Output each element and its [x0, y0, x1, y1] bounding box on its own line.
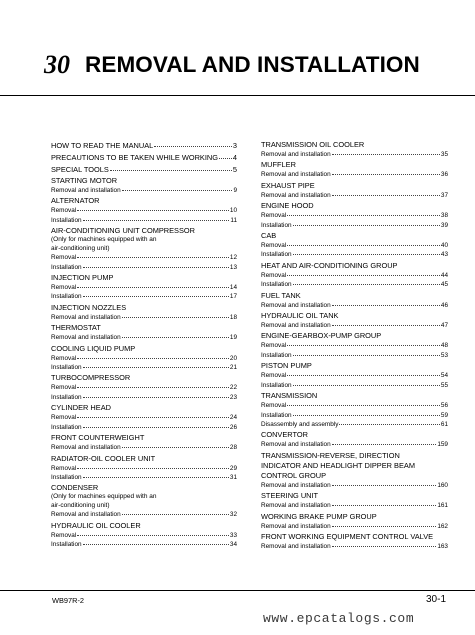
toc-line[interactable]: [261, 250, 448, 259]
toc-line-label: Removal: [51, 414, 77, 422]
toc-entry: [261, 512, 448, 531]
toc-page-number: 161: [437, 502, 448, 510]
toc-line[interactable]: [51, 313, 237, 322]
toc-line[interactable]: [261, 341, 448, 350]
toc-entry: [261, 451, 448, 490]
toc-entry: [51, 140, 237, 151]
toc-line-label: Removal and installation: [261, 191, 331, 199]
toc-line[interactable]: [261, 440, 448, 449]
chapter-header: [44, 50, 475, 82]
toc-line[interactable]: [51, 510, 237, 519]
toc-entry: [51, 323, 237, 342]
toc-line-label: Removal: [51, 254, 77, 262]
toc-entry: [51, 152, 237, 163]
toc-line[interactable]: [261, 271, 448, 280]
toc-line[interactable]: [261, 542, 448, 551]
toc-line-label: Removal: [261, 372, 287, 380]
toc-line[interactable]: [261, 221, 448, 230]
toc-page-number: 29: [229, 464, 237, 472]
chapter-number: 30: [44, 50, 70, 79]
toc-section-heading: EXHAUST PIPE: [261, 180, 315, 190]
toc-page-number: 31: [229, 473, 237, 481]
toc-line[interactable]: [51, 140, 237, 151]
toc-page-number: 3: [232, 141, 237, 150]
toc-section-heading: STEERING UNIT: [261, 491, 319, 501]
toc-line[interactable]: [51, 531, 237, 540]
toc-entry: [261, 331, 448, 360]
toc-line-label: Removal and installation: [51, 511, 121, 519]
toc-line-label: Removal: [51, 284, 77, 292]
toc-page-number: 9: [233, 187, 237, 194]
toc-section-heading: TRANSMISSION OIL COOLER: [261, 140, 365, 149]
toc-entry: [51, 521, 237, 550]
toc-page-number: 54: [440, 372, 448, 380]
dot-leader: [83, 295, 229, 297]
toc-line-label: Removal: [51, 354, 77, 362]
toc-page-number: 160: [437, 481, 448, 489]
toc-line[interactable]: [261, 170, 448, 179]
toc-section-note: air-conditioning unit): [51, 501, 110, 509]
dot-leader: [83, 396, 229, 398]
toc-line[interactable]: [51, 413, 237, 422]
dot-leader: [293, 354, 440, 356]
dot-leader: [332, 153, 440, 155]
toc-section-heading: FRONT COUNTERWEIGHT: [51, 433, 145, 443]
toc-line-label: Removal and installation: [261, 301, 331, 309]
toc-section-note: (Only for machines equipped with an: [51, 493, 157, 501]
chapter-title: REMOVAL AND INSTALLATION: [85, 52, 420, 77]
toc-page-number: 17: [229, 293, 237, 301]
toc-page-number: 21: [229, 364, 237, 372]
toc-section-heading: MUFFLER: [261, 160, 296, 170]
toc-page-number: 34: [229, 541, 237, 549]
toc-page-number: 18: [229, 313, 237, 321]
dot-leader: [287, 404, 440, 406]
dot-leader: [332, 173, 440, 175]
toc-section-heading: COOLING LIQUID PUMP: [51, 343, 136, 353]
toc-entry: [51, 273, 237, 302]
dot-leader: [83, 266, 229, 268]
dot-leader: [332, 324, 440, 326]
toc-page-number: 23: [229, 393, 237, 401]
toc-line-label: Installation: [51, 473, 82, 481]
dot-leader: [122, 316, 229, 318]
toc-page-number: 24: [229, 414, 237, 422]
toc-line[interactable]: [261, 401, 448, 410]
toc-page-number: 4: [232, 153, 237, 162]
toc-line-label: Installation: [51, 541, 82, 549]
toc-entry: [261, 361, 448, 390]
toc-entry: [51, 373, 237, 402]
toc-section-note: air-conditioning unit): [51, 244, 110, 252]
toc-section-heading: TURBOCOMPRESSOR: [51, 373, 131, 383]
toc-page-number: 14: [229, 284, 237, 292]
toc-line-label: Installation: [51, 216, 82, 224]
toc-line[interactable]: [51, 253, 237, 262]
toc-page-number: 19: [229, 334, 237, 342]
toc-line-label: Removal and installation: [261, 151, 331, 158]
toc-line-label: Removal: [51, 384, 77, 392]
toc-line[interactable]: [261, 191, 448, 200]
toc-entry: [261, 391, 448, 429]
dot-leader: [339, 423, 439, 425]
dot-leader: [287, 244, 440, 246]
toc-line[interactable]: [51, 333, 237, 342]
toc-line[interactable]: [261, 481, 448, 490]
toc-line-label: Installation: [261, 281, 292, 289]
toc-entry: [261, 430, 448, 449]
toc-line-label: Removal and installation: [51, 313, 121, 321]
toc-line-label: Removal: [261, 402, 287, 410]
toc-page-number: 56: [440, 402, 448, 410]
toc-line[interactable]: [261, 501, 448, 510]
toc-page-number: 45: [440, 281, 448, 289]
footer-rule: [0, 590, 475, 591]
toc-page-number: 37: [440, 191, 448, 199]
toc-page-number: 163: [437, 542, 448, 550]
header-rule: [0, 95, 475, 96]
dot-leader: [293, 253, 440, 255]
toc-entry: [51, 454, 237, 483]
toc-line-label: Removal and installation: [261, 522, 331, 530]
toc-line[interactable]: [261, 241, 448, 250]
toc-line[interactable]: [51, 152, 237, 163]
toc-page-number: 5: [232, 165, 237, 174]
dot-leader: [122, 446, 229, 448]
dot-leader: [83, 476, 229, 478]
toc-line-label: Removal: [261, 242, 287, 250]
dot-leader: [332, 504, 437, 506]
dot-leader: [122, 189, 233, 191]
toc-section-heading: ALTERNATOR: [51, 196, 100, 206]
toc-line[interactable]: [51, 383, 237, 392]
toc-page-number: 39: [440, 221, 448, 229]
toc-page-number: 11: [230, 216, 237, 224]
toc-page-number: 48: [440, 342, 448, 350]
toc-line-label: Removal and installation: [261, 441, 331, 449]
toc-entry: [51, 344, 237, 373]
toc-page-number: 26: [229, 423, 237, 431]
toc-section-heading: STARTING MOTOR: [51, 176, 118, 185]
dot-leader: [77, 209, 229, 211]
toc-line-label: Installation: [51, 364, 82, 372]
toc-entry: [261, 231, 448, 260]
toc-line-label: Removal and installation: [261, 322, 331, 330]
toc-line[interactable]: [261, 420, 448, 429]
dot-leader: [293, 283, 440, 285]
watermark: www.epcatalogs.com: [263, 611, 415, 626]
toc-line[interactable]: [261, 522, 448, 531]
toc-entry: [261, 532, 448, 551]
toc-entry: [261, 261, 448, 290]
toc-line[interactable]: [51, 206, 237, 215]
toc-line-label: Removal and installation: [261, 481, 331, 489]
toc-page-number: 22: [229, 384, 237, 392]
toc-line[interactable]: [51, 540, 237, 549]
dot-leader: [287, 214, 440, 216]
toc-section-heading: CONDENSER: [51, 483, 99, 493]
toc-line[interactable]: [51, 263, 237, 272]
model-code: WB97R-2: [52, 596, 85, 605]
dot-leader: [77, 416, 229, 418]
dot-leader: [332, 304, 440, 306]
toc-page-number: 47: [440, 322, 448, 330]
toc-line[interactable]: [261, 280, 448, 289]
toc-line-label: Disassembly and assembly: [261, 420, 339, 428]
toc-line-label: Installation: [51, 423, 82, 431]
dot-leader: [287, 374, 440, 376]
toc-line-label: Installation: [51, 293, 82, 301]
toc-entry: [261, 311, 448, 330]
toc-entry: [51, 303, 237, 322]
dot-leader: [332, 484, 437, 486]
toc-line-label: Installation: [261, 251, 292, 259]
toc-line[interactable]: [51, 292, 237, 301]
toc-line[interactable]: [261, 211, 448, 220]
toc-section-heading: HEAT AND AIR-CONDITIONING GROUP: [261, 260, 398, 270]
toc-page-number: 40: [440, 242, 448, 250]
toc-page-number: 10: [229, 207, 237, 215]
toc-line[interactable]: [261, 371, 448, 380]
dot-leader: [83, 366, 229, 368]
dot-leader: [77, 357, 229, 359]
toc-page-number: 59: [440, 411, 448, 419]
dot-leader: [77, 286, 229, 288]
toc-page-number: 36: [440, 171, 448, 179]
toc-entry: [261, 181, 448, 200]
toc-line-label: Removal: [51, 207, 77, 215]
toc-line-label: Installation: [261, 351, 292, 359]
toc-page-number: 20: [229, 354, 237, 362]
toc-page-number: 162: [437, 522, 448, 530]
toc-line-label: Removal and installation: [51, 187, 121, 194]
toc-entry: [261, 160, 448, 179]
toc-line[interactable]: [51, 186, 237, 195]
toc-entry: [261, 201, 448, 230]
toc-entry: [51, 483, 237, 519]
toc-page-number: 44: [440, 271, 448, 279]
toc-section-heading: TRANSMISSION: [261, 391, 318, 401]
toc-section-heading: TRANSMISSION-REVERSE, DIRECTION: [261, 450, 400, 460]
toc-section-heading: RADIATOR-OIL COOLER UNIT: [51, 453, 156, 463]
dot-leader: [332, 194, 440, 196]
toc-section-heading: ENGINE-GEARBOX-PUMP GROUP: [261, 331, 382, 341]
toc-line[interactable]: [261, 321, 448, 330]
toc-line-label: Removal and installation: [261, 502, 331, 510]
toc-section-heading: ENGINE HOOD: [261, 201, 314, 211]
toc-line[interactable]: [51, 283, 237, 292]
toc-section-heading: WORKING BRAKE PUMP GROUP: [261, 511, 377, 521]
toc-page-number: 13: [229, 263, 237, 271]
toc-line[interactable]: [261, 351, 448, 360]
toc-line[interactable]: [51, 393, 237, 402]
toc-line-label: Removal and installation: [261, 171, 331, 179]
toc-section-heading: CONTROL GROUP: [261, 470, 327, 480]
toc-page-number: 46: [440, 301, 448, 309]
toc-section-heading: HYDRAULIC OIL COOLER: [51, 520, 141, 530]
dot-leader: [83, 543, 229, 545]
dot-leader: [332, 443, 437, 445]
dot-leader: [293, 384, 440, 386]
toc-page-number: 12: [229, 254, 237, 262]
dot-leader: [110, 169, 232, 171]
toc-page-number: 32: [229, 511, 237, 519]
toc-line[interactable]: [51, 464, 237, 473]
toc-page-number: 38: [440, 212, 448, 220]
toc-line[interactable]: [51, 216, 237, 225]
dot-leader: [293, 414, 440, 416]
toc-section-heading: THERMOSTAT: [51, 323, 101, 333]
toc-page-number: 28: [229, 444, 237, 452]
toc-page-number: 61: [440, 420, 448, 428]
toc-section-heading: FRONT WORKING EQUIPMENT CONTROL VALVE: [261, 531, 434, 541]
toc-column-right: [261, 140, 448, 552]
toc-line-label: Installation: [51, 263, 82, 271]
toc-line-label: Removal and installation: [261, 542, 331, 550]
toc-page-number: 35: [440, 151, 448, 158]
toc-section-note: (Only for machines equipped with an: [51, 236, 157, 244]
dot-leader: [219, 157, 232, 159]
toc-line-label: HOW TO READ THE MANUAL: [51, 141, 154, 150]
toc-page-number: 43: [440, 251, 448, 259]
toc-line-label: Removal: [261, 271, 287, 279]
toc-section-heading: PISTON PUMP: [261, 361, 312, 371]
toc-entry: [261, 291, 448, 310]
toc-entry: [51, 403, 237, 432]
dot-leader: [332, 545, 437, 547]
dot-leader: [122, 513, 229, 515]
toc-section-heading: HYDRAULIC OIL TANK: [261, 311, 339, 321]
dot-leader: [77, 386, 229, 388]
toc-entry: [51, 196, 237, 225]
toc-line-label: Removal and installation: [51, 444, 121, 452]
toc-section-heading: CAB: [261, 231, 277, 241]
toc-line[interactable]: [51, 363, 237, 372]
toc-line-label: Removal: [261, 342, 287, 350]
toc-line-label: PRECAUTIONS TO BE TAKEN WHILE WORKING: [51, 153, 218, 162]
toc-line[interactable]: [51, 423, 237, 432]
toc-line[interactable]: [261, 411, 448, 420]
toc-section-heading: CONVERTOR: [261, 430, 308, 440]
toc-page-number: 55: [440, 381, 448, 389]
toc-line[interactable]: [261, 301, 448, 310]
toc-entry: [261, 140, 448, 159]
toc-line[interactable]: [51, 473, 237, 482]
toc-line[interactable]: [51, 164, 237, 175]
toc-line-label: SPECIAL TOOLS: [51, 165, 109, 174]
dot-leader: [77, 534, 229, 536]
dot-leader: [77, 256, 229, 258]
toc-section-heading: INJECTION PUMP: [51, 273, 114, 283]
toc-line-label: Removal: [51, 464, 77, 472]
toc-column-left: [51, 140, 237, 551]
dot-leader: [154, 145, 232, 147]
toc-line[interactable]: [51, 354, 237, 363]
toc-section-heading: INDICATOR AND HEADLIGHT DIPPER BEAM: [261, 460, 416, 470]
page-number: 30-1: [425, 594, 446, 605]
toc-page-number: 159: [437, 441, 448, 449]
toc-section-heading: CYLINDER HEAD: [51, 403, 111, 413]
dot-leader: [122, 336, 229, 338]
toc-line-label: Removal: [261, 212, 287, 220]
toc-entry: [51, 226, 237, 272]
dot-leader: [83, 219, 230, 221]
toc-entry: [51, 176, 237, 195]
toc-page-number: 33: [229, 531, 237, 539]
toc-entry: [261, 491, 448, 510]
dot-leader: [83, 426, 229, 428]
dot-leader: [287, 344, 440, 346]
dot-leader: [293, 224, 440, 226]
dot-leader: [332, 525, 437, 527]
toc-section-heading: INJECTION NOZZLES: [51, 302, 127, 312]
toc-line[interactable]: [51, 443, 237, 452]
toc-line-label: Installation: [261, 381, 292, 389]
toc-line-label: Installation: [51, 393, 82, 401]
dot-leader: [287, 274, 440, 276]
toc-page-number: 53: [440, 351, 448, 359]
toc-line-label: Removal and installation: [51, 334, 121, 342]
toc-section-heading: AIR-CONDITIONING UNIT COMPRESSOR: [51, 226, 195, 236]
toc-line[interactable]: [261, 150, 448, 159]
dot-leader: [77, 467, 229, 469]
toc-entry: [51, 433, 237, 452]
toc-line-label: Removal: [51, 531, 77, 539]
toc-entry: [51, 164, 237, 175]
toc-line-label: Installation: [261, 411, 292, 419]
toc-line-label: Installation: [261, 221, 292, 229]
toc-line[interactable]: [261, 381, 448, 390]
toc-section-heading: FUEL TANK: [261, 290, 301, 300]
